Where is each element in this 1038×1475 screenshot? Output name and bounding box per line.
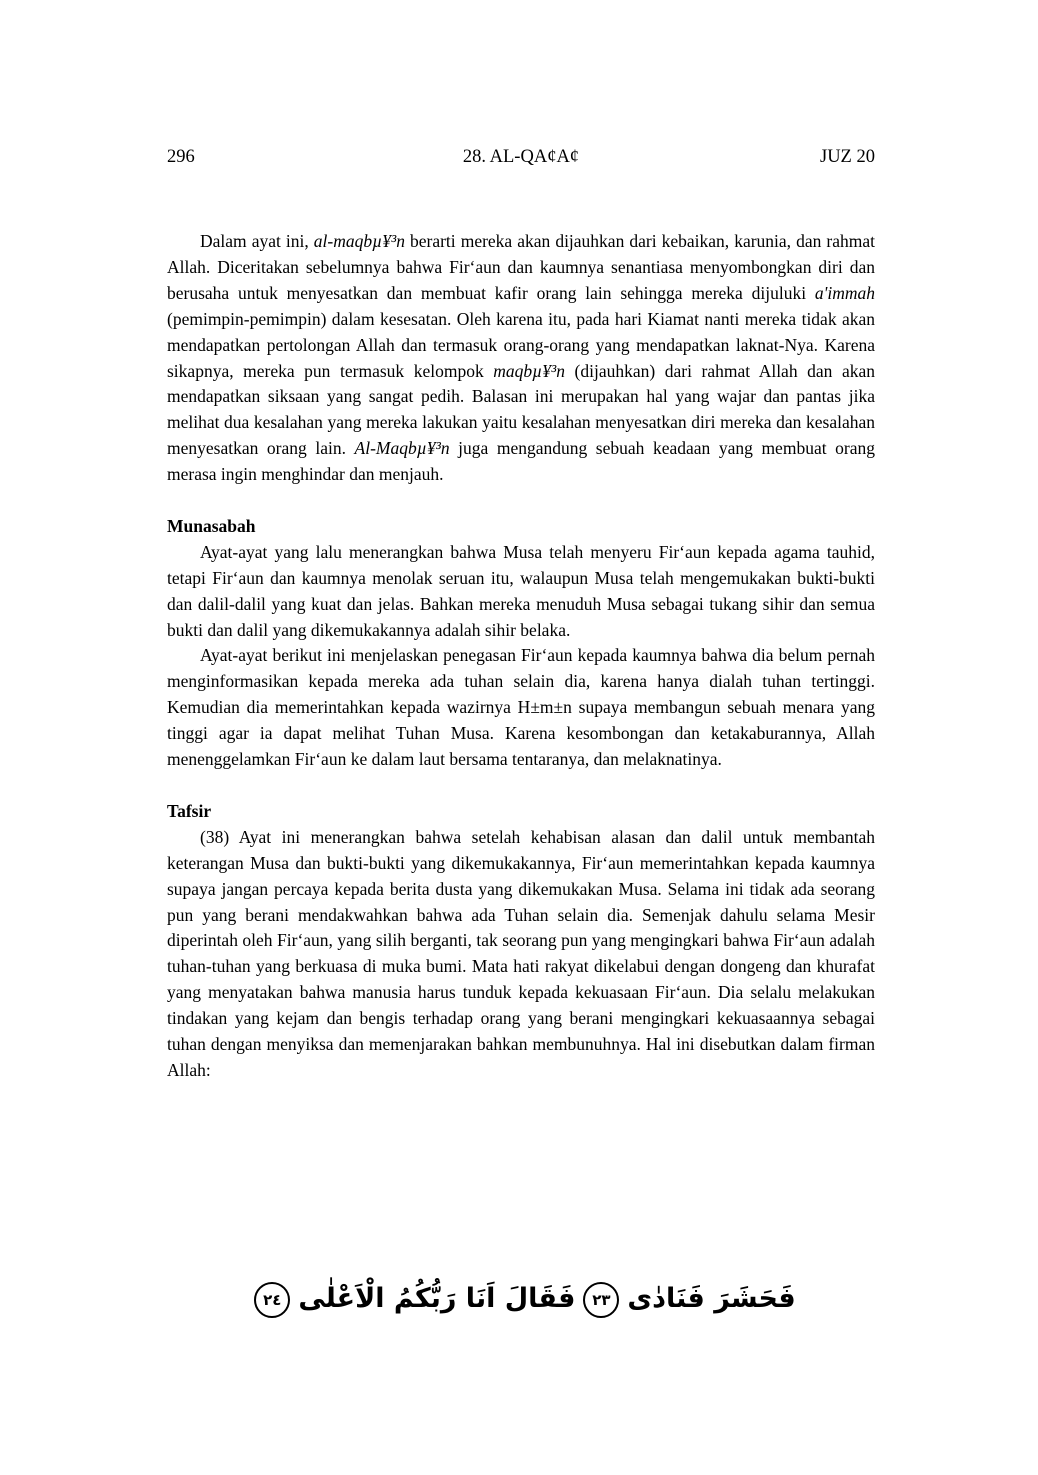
text-run: (dijauhkan) dari rahmat Allah dan akan mendapatkan siksaan yang sangat pedih. Balasan ini merupakan hal yang wajar dan pantas jika melihat dua kesalahan yang mereka lakukan yaitu kesalahan menyesatkan diri mereka dan kesalahan menyesatkan orang lain. (167, 360, 875, 459)
running-header (167, 146, 875, 168)
paragraph (167, 229, 875, 488)
arabic-verse-segment-2: فَقَالَ اَنَا رَبُّكُمُ الْاَعْلٰى (298, 1283, 576, 1314)
ayah-marker-24: ٢٤ (254, 1282, 290, 1318)
ayah-marker-23: ٢٣ (583, 1282, 619, 1318)
text-run: (38) Ayat ini menerangkan bahwa setelah kehabisan alasan dan dalil untuk membantah keterangan Musa dan bukti-bukti yang dikemukakannya, Fir‘aun memerintahkan kepada kaumnya supaya jangan percaya kepada berita dusta yang dikemukakan Musa. Selama ini tidak ada seorang pun yang berani mendakwahkan bahwa ada Tuhan selain dia. Semenjak dahulu selama Mesir diperintah oleh Fir‘aun, yang silih berganti, tak seorang pun yang mengingkari bahwa Fir‘aun adalah tuhan-tuhan yang berkuasa di muka bumi. Mata hati rakyat dikelabui dengan dongeng dan khurafat yang menyatakan bahwa manusia harus tunduk kepada kekuasaan Fir‘aun. Dia selalu melakukan tindakan yang kejam dan bengis terhadap orang yang berani mengingkari kekuasaannya sebagai tuhan dengan menyiksa dan memenjarakan bahkan membunuhnya. Hal ini disebutkan dalam firman Allah: (167, 826, 875, 1080)
text-run: Dalam ayat ini, (200, 231, 314, 251)
paragraph (167, 643, 875, 773)
italic-term: a'immah (814, 282, 875, 303)
text-run: (pemimpin-pemimpin) dalam kesesatan. Oleh karena itu, pada hari Kiamat nanti mereka tidak akan mendapatkan pertolongan Allah dan termasuk orang-orang yang mendapatkan laknat-Nya. Karena sikapnya, mereka pun termasuk kelompok (167, 308, 875, 381)
arabic-verse-segment-1: فَحَشَرَ فَنَادٰى (627, 1283, 796, 1314)
document-body (167, 229, 875, 1084)
italic-term: Al-Maqbµ¥³n (354, 438, 450, 459)
italic-term: maqbµ¥³n (493, 360, 565, 381)
arabic-verse (167, 1272, 875, 1326)
text-run: juga mengandung sebuah keadaan yang membuat orang merasa ingin menghindar dan menjauh. (167, 438, 875, 485)
italic-term: al-maqbµ¥³n (313, 231, 405, 251)
text-run: Ayat-ayat berikut ini menjelaskan penegasan Fir‘aun kepada kaumnya bahwa dia belum pernah menginformasikan kepada mereka ada tuhan selain dia, karena hanya dialah tuhan tertinggi. Kemudian dia memerintahkan kepada wazirnya H±m±n supaya membangun sebuah menara yang tinggi agar ia dapat melihat Tuhan Musa. Karena kesombongan dan ketakaburannya, Allah menenggelamkan Fir‘aun ke dalam laut bersama tentaranya, dan melaknatinya. (167, 645, 875, 770)
juz-label: JUZ 20 (820, 147, 875, 167)
paragraph (167, 540, 875, 644)
page-number: 296 (167, 147, 195, 167)
text-run: Ayat-ayat yang lalu menerangkan bahwa Musa telah menyeru Fir‘aun kepada agama tauhid, tetapi Fir‘aun dan kaumnya menolak seruan itu, walaupun Musa telah mengemukakan bukti-bukti dan dalil-dalil yang kuat dan jelas. Bahkan mereka menuduh Musa sebagai tukang sihir dan semua bukti dan dalil yang dikemukakannya adalah sihir belaka. (167, 541, 875, 640)
surah-title: 28. AL-QA¢A¢ (462, 147, 580, 167)
paragraph (167, 825, 875, 1084)
section-heading: Tafsir (167, 800, 212, 821)
text-run: berarti mereka akan dijauhkan dari kebaikan, karunia, dan rahmat Allah. Diceritakan sebelumnya bahwa Fir‘aun dan kaumnya senantiasa menyombongkan diri dan berusaha untuk menyesatkan dan membuat kafir orang lain sehingga mereka dijuluki (167, 231, 875, 303)
section-heading: Munasabah (167, 515, 256, 536)
